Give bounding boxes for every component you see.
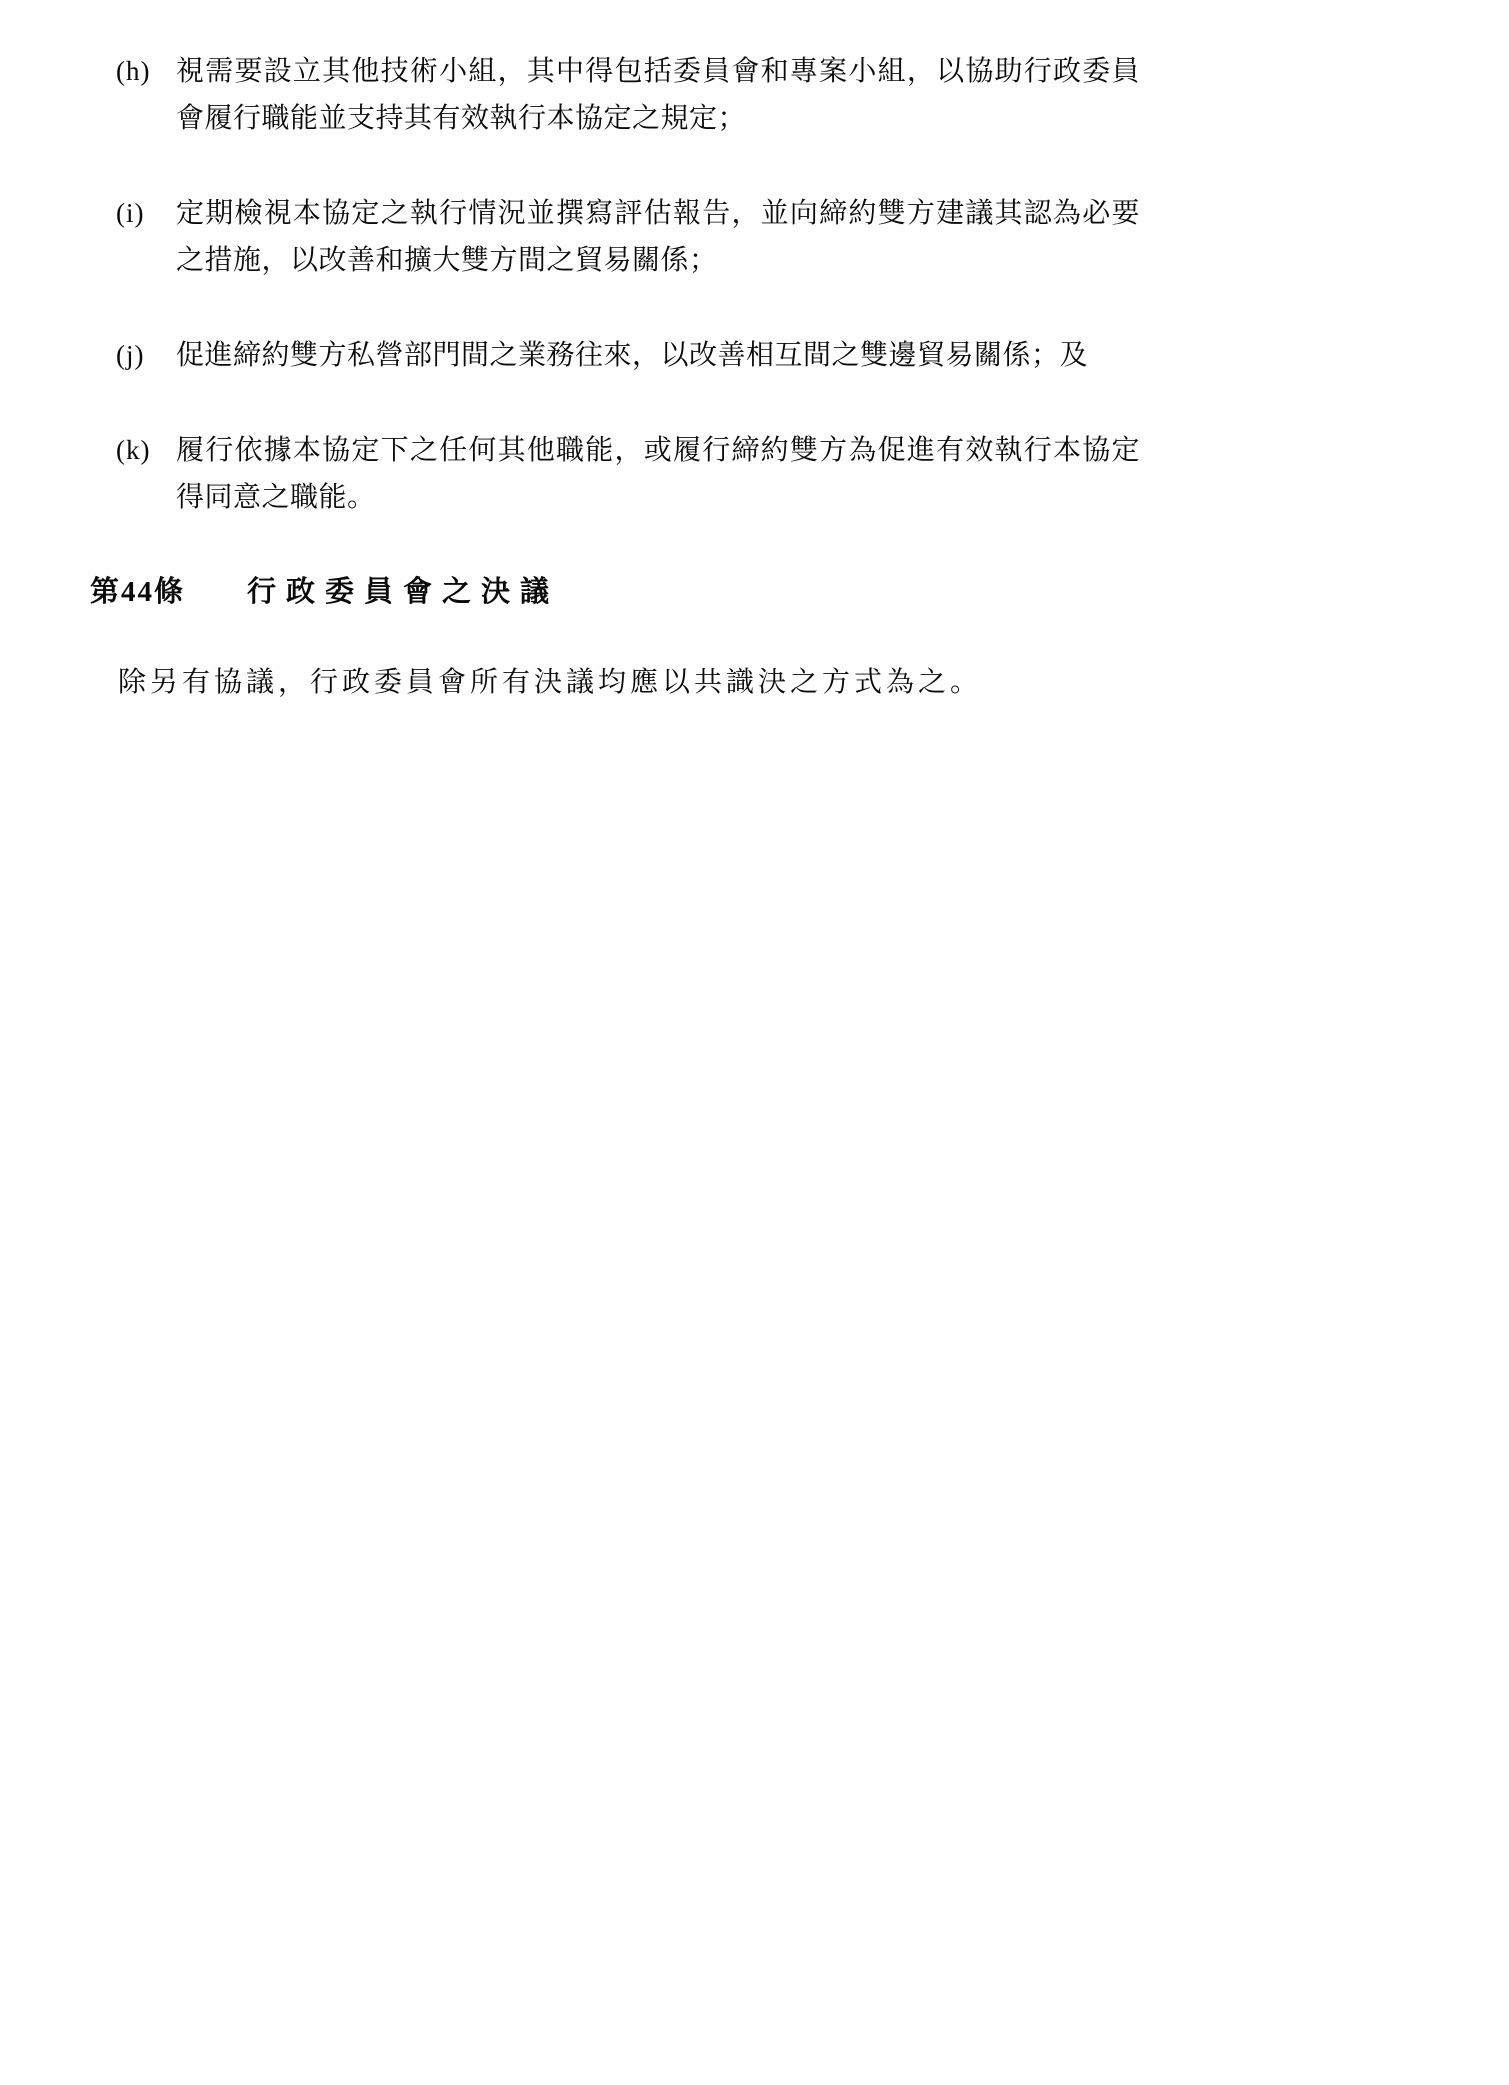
list-item-label: (i) bbox=[116, 198, 145, 228]
list-item bbox=[0, 48, 1509, 142]
article-number: 第44條 bbox=[90, 576, 186, 608]
list-item bbox=[0, 190, 1509, 284]
list-item-label: (k) bbox=[116, 435, 151, 465]
article-title: 行政委員會之決議 bbox=[247, 576, 560, 608]
list-item bbox=[0, 427, 1509, 521]
list-item-label: (h) bbox=[116, 56, 151, 86]
list-item-text: 定期檢視本協定之執行情況並撰寫評估報告，並向締約雙方建議其認為必要之措施，以改善和擴大雙方間之貿易關係； bbox=[176, 198, 1140, 276]
list-item-text: 履行依據本協定下之任何其他職能，或履行締約雙方為促進有效執行本協定得同意之職能。 bbox=[176, 435, 1140, 513]
list-item bbox=[0, 332, 1509, 379]
body-paragraph: 除另有協議，行政委員會所有決議均應以共識決之方式為之。 bbox=[118, 667, 983, 698]
list-item-text: 促進締約雙方私營部門間之業務往來，以改善相互間之雙邊貿易關係；及 bbox=[176, 340, 1089, 371]
list-item-label: (j) bbox=[116, 340, 145, 370]
document-content bbox=[0, 48, 1509, 706]
article-heading bbox=[90, 569, 1509, 616]
list-item-text: 視需要設立其他技術小組，其中得包括委員會和專案小組，以協助行政委員會履行職能並支持其有效執行本協定之規定； bbox=[176, 56, 1140, 134]
